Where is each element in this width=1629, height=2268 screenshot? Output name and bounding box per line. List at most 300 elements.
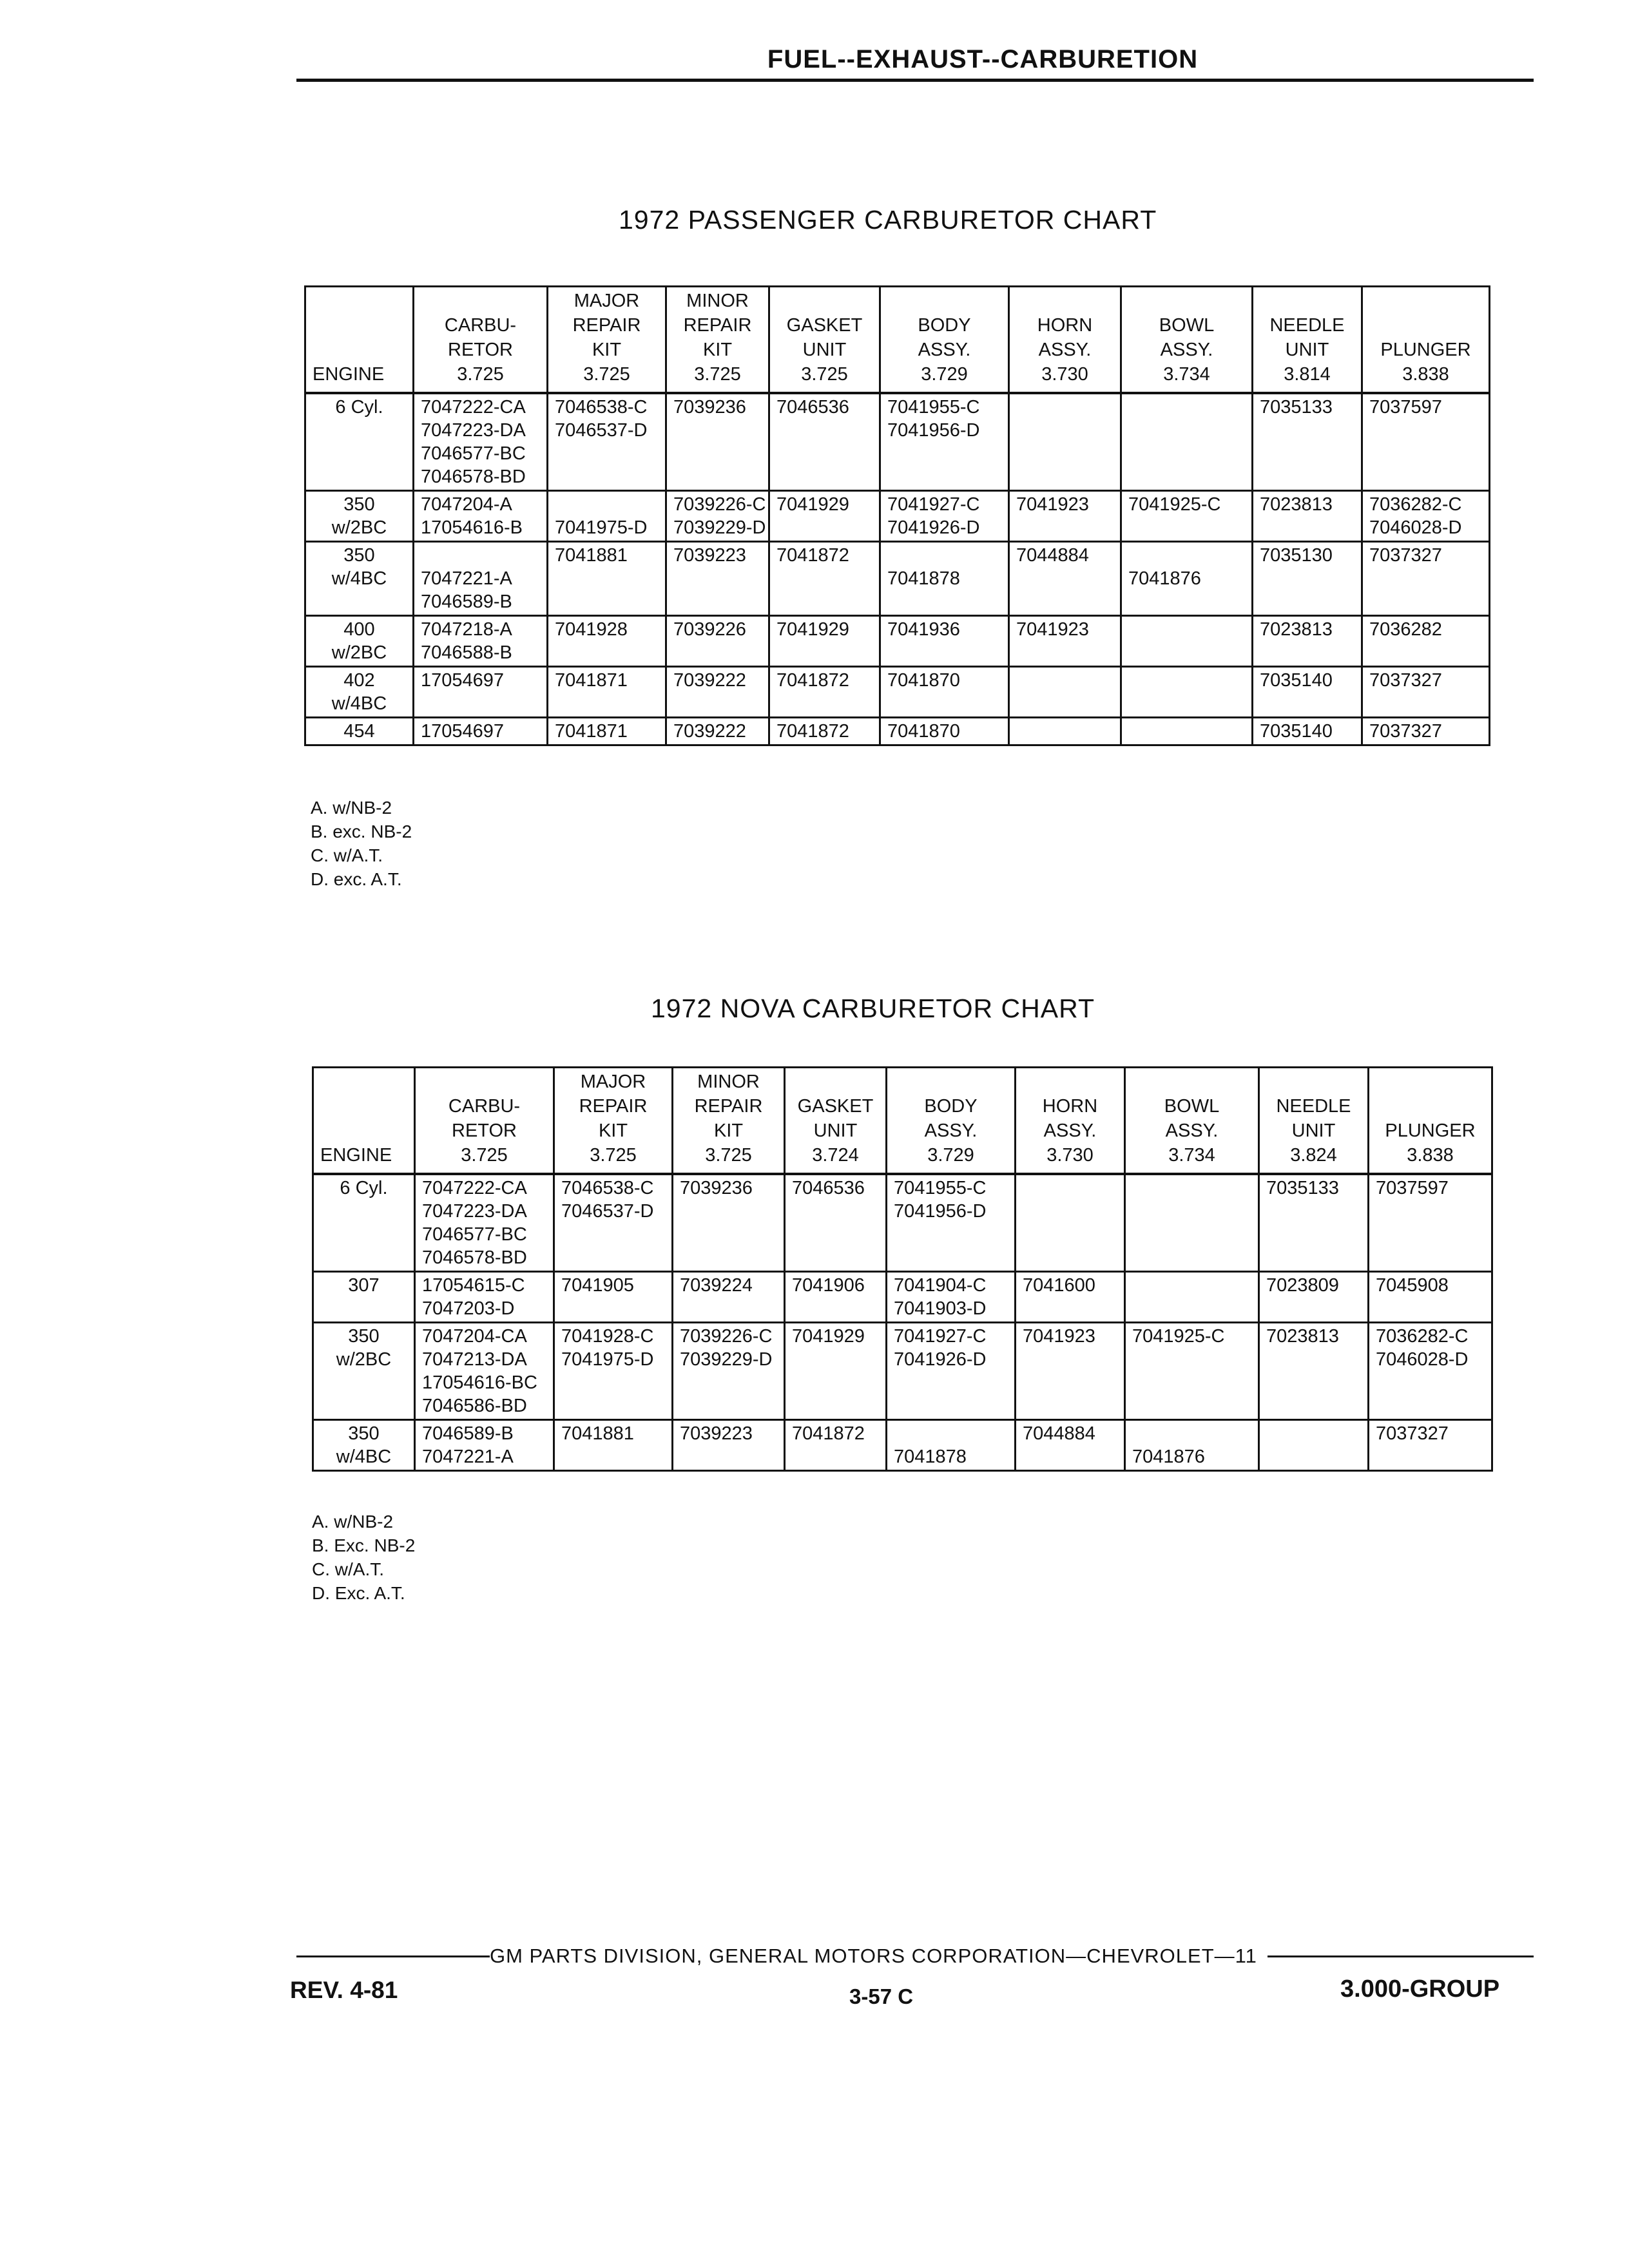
cell-text: 7036282 (1369, 619, 1442, 640)
cell-text: w/4BC (336, 1446, 392, 1467)
column-header-text: ENGINE (313, 364, 385, 385)
cell-text: 7047222-CA (421, 397, 526, 418)
column-header (887, 1068, 1016, 1175)
cell-text: 7046578-BD (421, 466, 526, 487)
column-header-text: BODY (924, 1096, 978, 1117)
part-number-cell (548, 491, 666, 542)
part-number-cell (769, 718, 880, 745)
column-header (1121, 287, 1253, 394)
cell-text: 7044884 (1016, 545, 1089, 566)
part-number-cell (415, 1272, 554, 1323)
cell-text: 7037327 (1369, 545, 1442, 566)
cell-text: 7047213-DA (422, 1349, 527, 1370)
column-header (415, 1068, 554, 1175)
cell-text: 7041955-C (887, 397, 980, 418)
part-number-cell (880, 718, 1009, 745)
part-number-cell (554, 1420, 673, 1471)
cell-text (555, 493, 659, 516)
cell-text: 6 Cyl. (335, 397, 383, 418)
table-header-row (313, 1068, 1492, 1175)
part-number-cell (785, 1272, 887, 1323)
cell-text: 7041906 (792, 1275, 865, 1296)
cell-text: 7041878 (887, 568, 960, 589)
part-number-cell (1259, 1420, 1369, 1471)
cell-text: 7046538-C (561, 1178, 654, 1198)
part-number-cell (1125, 1420, 1259, 1471)
part-number-cell (785, 1174, 887, 1272)
column-header-text: 3.730 (1046, 1145, 1094, 1166)
part-number-cell (880, 491, 1009, 542)
column-header (880, 287, 1009, 394)
part-number-cell (666, 616, 769, 667)
part-number-cell (880, 393, 1009, 491)
cell-text: 7041927-C (887, 494, 980, 515)
column-header-text: BODY (918, 315, 971, 336)
cell-text: 7041923 (1016, 494, 1089, 515)
part-number-cell (1121, 718, 1253, 745)
cell-text: 7039229-D (673, 517, 766, 538)
column-header-text: ASSY. (1043, 1120, 1097, 1141)
cell-text: 7041876 (1128, 568, 1201, 589)
part-number-cell (666, 718, 769, 745)
part-number-cell (1016, 1272, 1125, 1323)
part-number-cell (1253, 718, 1362, 745)
footnote: B. exc. NB-2 (311, 822, 412, 841)
revision-label: REV. 4-81 (290, 1977, 398, 2003)
table-row (305, 542, 1490, 616)
page-number: 3-57 C (849, 1984, 914, 2008)
cell-text: w/2BC (336, 1349, 392, 1370)
part-number-cell (887, 1323, 1016, 1420)
table-row (305, 393, 1490, 491)
footer-division-line (296, 1945, 1534, 1968)
column-header-text: ENGINE (320, 1145, 392, 1166)
part-number-cell (1253, 542, 1362, 616)
table-row (313, 1323, 1492, 1420)
column-header-text: 3.725 (583, 364, 630, 385)
column-header (769, 287, 880, 394)
column-header-text: BOWL (1164, 1096, 1220, 1117)
part-number-cell (1362, 667, 1490, 718)
cell-text: 7046588-B (421, 642, 512, 663)
part-number-cell (785, 1420, 887, 1471)
cell-text: 7037327 (1376, 1423, 1449, 1444)
cell-text: 7047222-CA (422, 1178, 527, 1198)
part-number-cell (1253, 491, 1362, 542)
part-number-cell (666, 667, 769, 718)
part-number-cell (548, 393, 666, 491)
nova-footnotes (312, 1510, 415, 1605)
cell-text: 7041928-C (561, 1326, 654, 1347)
part-number-cell (414, 667, 548, 718)
nova-chart-title: 1972 NOVA CARBURETOR CHART (651, 994, 1095, 1023)
column-header-text: UNIT (1291, 1120, 1336, 1141)
cell-text: 350 (348, 1326, 380, 1347)
column-header-text: CARBU- (444, 315, 517, 336)
cell-text: 7047218-A (421, 619, 512, 640)
cell-text: 7041881 (561, 1423, 634, 1444)
part-number-cell (673, 1272, 785, 1323)
column-header-text: PLUNGER (1385, 1120, 1476, 1141)
column-header-text: KIT (713, 1120, 744, 1141)
cell-text: w/4BC (331, 693, 387, 714)
part-number-cell (1125, 1272, 1259, 1323)
part-number-cell (880, 616, 1009, 667)
column-header-text: 3.724 (812, 1145, 859, 1166)
column-header-text: ASSY. (1165, 1120, 1219, 1141)
column-header (1362, 287, 1490, 394)
column-header-text: GASKET (786, 315, 863, 336)
part-number-cell (1016, 1323, 1125, 1420)
part-number-cell (1121, 542, 1253, 616)
cell-text: 7036282-C (1369, 494, 1462, 515)
part-number-cell (1009, 718, 1121, 745)
footnote: D. exc. A.T. (311, 869, 402, 889)
column-header (1253, 287, 1362, 394)
part-number-cell (1259, 1323, 1369, 1420)
column-header (785, 1068, 887, 1175)
part-number-cell (769, 491, 880, 542)
column-header-text: 3.838 (1407, 1145, 1454, 1166)
cell-text: 7039236 (673, 397, 746, 418)
passenger-footnotes (311, 796, 412, 891)
cell-text: 7023813 (1260, 619, 1333, 640)
cell-text: 7041956-D (887, 420, 980, 441)
part-number-cell (666, 393, 769, 491)
part-number-cell (1009, 667, 1121, 718)
passenger-chart-title: 1972 PASSENGER CARBURETOR CHART (619, 205, 1157, 235)
column-header-text: UNIT (802, 340, 847, 360)
cell-text: 7023809 (1266, 1275, 1339, 1296)
column-header (666, 287, 769, 394)
cell-text: 7046028-D (1376, 1349, 1469, 1370)
column-header-text: 3.725 (801, 364, 848, 385)
part-number-cell (887, 1420, 1016, 1471)
footnote: B. Exc. NB-2 (312, 1535, 416, 1555)
column-header-text: 3.729 (921, 364, 968, 385)
nova-carburetor-table (312, 1066, 1493, 1472)
column-header-text: REPAIR (572, 315, 641, 336)
cell-text: 7047223-DA (421, 420, 526, 441)
cell-text: w/2BC (331, 517, 387, 538)
column-header-text: BOWL (1159, 315, 1215, 336)
table-row (313, 1420, 1492, 1471)
part-number-cell (1253, 667, 1362, 718)
cell-text: 7041923 (1016, 619, 1089, 640)
part-number-cell (1253, 616, 1362, 667)
part-number-cell (1009, 491, 1121, 542)
part-number-cell (1369, 1174, 1492, 1272)
cell-text: 7039236 (680, 1178, 753, 1198)
cell-text: 7044884 (1023, 1423, 1095, 1444)
cell-text: w/2BC (331, 642, 387, 663)
cell-text: 7041928 (555, 619, 628, 640)
cell-text: 7039224 (680, 1275, 753, 1296)
column-header (313, 1068, 415, 1175)
cell-text: 350 (343, 545, 375, 566)
engine-cell (313, 1420, 415, 1471)
cell-text: 17054697 (421, 721, 505, 742)
engine-cell (305, 542, 414, 616)
cell-text: 7046577-BC (422, 1224, 527, 1245)
column-header-text: 3.725 (694, 364, 741, 385)
column-header (414, 287, 548, 394)
header-rule (296, 79, 1534, 82)
cell-text: 7041936 (887, 619, 960, 640)
cell-text: 7046537-D (561, 1201, 654, 1222)
cell-text: 7047204-A (421, 494, 512, 515)
cell-text: 7045908 (1376, 1275, 1449, 1296)
column-header (1016, 1068, 1125, 1175)
part-number-cell (769, 393, 880, 491)
cell-text: 7047221-A (421, 568, 512, 589)
part-number-cell (666, 542, 769, 616)
cell-text: 7041871 (555, 670, 628, 691)
column-header (554, 1068, 673, 1175)
part-number-cell (673, 1323, 785, 1420)
part-number-cell (554, 1272, 673, 1323)
footnote: C. w/A.T. (312, 1559, 385, 1579)
part-number-cell (1362, 718, 1490, 745)
cell-text: 7046578-BD (422, 1247, 527, 1268)
cell-text (421, 544, 540, 567)
column-header-text: RETOR (448, 340, 513, 360)
cell-text: 7039226 (673, 619, 746, 640)
part-number-cell (415, 1323, 554, 1420)
part-number-cell (769, 542, 880, 616)
cell-text: 7046536 (776, 397, 849, 418)
part-number-cell (1009, 616, 1121, 667)
cell-text: 454 (343, 721, 375, 742)
cell-text: 7035130 (1260, 545, 1333, 566)
engine-cell (313, 1323, 415, 1420)
cell-text: 7041929 (776, 494, 849, 515)
column-header (1125, 1068, 1259, 1175)
part-number-cell (1016, 1420, 1125, 1471)
cell-text: 7041876 (1132, 1446, 1205, 1467)
part-number-cell (887, 1174, 1016, 1272)
column-header-text: MINOR (697, 1072, 760, 1092)
part-number-cell (1121, 491, 1253, 542)
column-header-text: 3.725 (457, 364, 504, 385)
column-header (1009, 287, 1121, 394)
cell-text (1128, 544, 1245, 567)
cell-text: 402 (343, 670, 375, 691)
part-number-cell (1016, 1174, 1125, 1272)
column-header-text: GASKET (797, 1096, 874, 1117)
cell-text: 7047203-D (422, 1298, 515, 1319)
cell-text: 6 Cyl. (340, 1178, 388, 1198)
cell-text: 7035133 (1266, 1178, 1339, 1198)
table-row (313, 1174, 1492, 1272)
part-number-cell (1253, 393, 1362, 491)
cell-text: 7039229-D (680, 1349, 773, 1370)
part-number-cell (1259, 1272, 1369, 1323)
column-header-text: 3.730 (1041, 364, 1088, 385)
cell-text: 7035133 (1260, 397, 1333, 418)
part-number-cell (673, 1420, 785, 1471)
engine-cell (313, 1272, 415, 1323)
cell-text: 7041923 (1023, 1326, 1095, 1347)
column-header-text: HORN (1042, 1096, 1098, 1117)
part-number-cell (548, 542, 666, 616)
column-header-text: 3.725 (705, 1145, 752, 1166)
cell-text: 7039223 (673, 545, 746, 566)
cell-text: 7039222 (673, 721, 746, 742)
cell-text: 7047221-A (422, 1446, 514, 1467)
column-header-text: NEEDLE (1269, 315, 1345, 336)
column-header-text: HORN (1037, 315, 1093, 336)
part-number-cell (1362, 616, 1490, 667)
engine-cell (305, 616, 414, 667)
engine-cell (305, 718, 414, 745)
cell-text: 7041927-C (894, 1326, 987, 1347)
cell-text: 307 (348, 1275, 380, 1296)
column-header-text: ASSY. (918, 340, 971, 360)
column-header-text: MAJOR (580, 1072, 646, 1092)
cell-text: 17054615-C (422, 1275, 525, 1296)
column-header-text: REPAIR (683, 315, 752, 336)
column-header-text: ASSY. (924, 1120, 978, 1141)
table-header-row (305, 287, 1490, 394)
column-header-text: MAJOR (574, 291, 640, 311)
cell-text: 7041871 (555, 721, 628, 742)
cell-text: 7041925-C (1132, 1326, 1225, 1347)
part-number-cell (1362, 491, 1490, 542)
cell-text: 7041878 (894, 1446, 967, 1467)
cell-text (887, 544, 1001, 567)
part-number-cell (1369, 1420, 1492, 1471)
cell-text (1132, 1422, 1251, 1445)
cell-text: 17054616-BC (422, 1372, 537, 1393)
cell-text: 7047204-CA (422, 1326, 527, 1347)
cell-text: 7041872 (776, 670, 849, 691)
cell-text: 7041872 (792, 1423, 865, 1444)
engine-cell (305, 393, 414, 491)
cell-text: 7041926-D (894, 1349, 987, 1370)
column-header-text: MINOR (686, 291, 749, 311)
part-number-cell (548, 718, 666, 745)
part-number-cell (1009, 393, 1121, 491)
cell-text: 7041870 (887, 670, 960, 691)
part-number-cell (1369, 1323, 1492, 1420)
part-number-cell (414, 718, 548, 745)
part-number-cell (666, 491, 769, 542)
part-number-cell (887, 1272, 1016, 1323)
cell-text: 7039223 (680, 1423, 753, 1444)
cell-text: 7037597 (1369, 397, 1442, 418)
cell-text: 7041872 (776, 545, 849, 566)
engine-cell (313, 1174, 415, 1272)
column-header-text: KIT (598, 1120, 628, 1141)
column-header-text: 3.725 (461, 1145, 508, 1166)
part-number-cell (414, 616, 548, 667)
table-row (305, 718, 1490, 745)
part-number-cell (880, 667, 1009, 718)
footnote: A. w/NB-2 (311, 798, 392, 818)
cell-text: 7035140 (1260, 670, 1333, 691)
column-header (305, 287, 414, 394)
part-number-cell (414, 393, 548, 491)
cell-text: 7041956-D (894, 1201, 987, 1222)
column-header-text: 3.734 (1168, 1145, 1215, 1166)
cell-text: 7041881 (555, 545, 628, 566)
cell-text: 7041905 (561, 1275, 634, 1296)
column-header-text: REPAIR (694, 1096, 763, 1117)
cell-text: 17054616-B (421, 517, 523, 538)
part-number-cell (548, 616, 666, 667)
cell-text: 7041955-C (894, 1178, 987, 1198)
column-header-text: 3.729 (927, 1145, 974, 1166)
cell-text (894, 1422, 1008, 1445)
cell-text: 7041903-D (894, 1298, 987, 1319)
table-row (305, 491, 1490, 542)
part-number-cell (1125, 1323, 1259, 1420)
column-header-text: REPAIR (579, 1096, 648, 1117)
cell-text: 7039226-C (673, 494, 766, 515)
cell-text: 7041925-C (1128, 494, 1221, 515)
part-number-cell (880, 542, 1009, 616)
cell-text: 400 (343, 619, 375, 640)
column-header-text: PLUNGER (1380, 340, 1471, 360)
column-header-text: 3.824 (1290, 1145, 1337, 1166)
cell-text: 7041926-D (887, 517, 980, 538)
cell-text: 7046028-D (1369, 517, 1462, 538)
part-number-cell (1362, 393, 1490, 491)
part-number-cell (1009, 542, 1121, 616)
column-header (1369, 1068, 1492, 1175)
cell-text: 7037327 (1369, 721, 1442, 742)
cell-text: 7041929 (776, 619, 849, 640)
cell-text: 7041975-D (561, 1349, 654, 1370)
table-row (305, 616, 1490, 667)
cell-text: 17054697 (421, 670, 505, 691)
part-number-cell (415, 1420, 554, 1471)
table-row (313, 1272, 1492, 1323)
cell-text: 7046538-C (555, 397, 648, 418)
cell-text: 7046536 (792, 1178, 865, 1198)
column-header (673, 1068, 785, 1175)
part-number-cell (554, 1174, 673, 1272)
cell-text: 7041929 (792, 1326, 865, 1347)
part-number-cell (785, 1323, 887, 1420)
column-header-text: CARBU- (448, 1096, 521, 1117)
column-header-text: NEEDLE (1276, 1096, 1351, 1117)
cell-text: 350 (343, 494, 375, 515)
part-number-cell (548, 667, 666, 718)
part-number-cell (1125, 1174, 1259, 1272)
column-header (548, 287, 666, 394)
group-label: 3.000-GROUP (1340, 1975, 1500, 2003)
cell-text: 7041904-C (894, 1275, 987, 1296)
column-header-text: 3.814 (1284, 364, 1331, 385)
footer-rule-right (1268, 1956, 1534, 1957)
part-number-cell (1121, 616, 1253, 667)
engine-cell (305, 667, 414, 718)
table-row (305, 667, 1490, 718)
column-header-text: UNIT (813, 1120, 858, 1141)
section-title: FUEL--EXHAUST--CARBURETION (767, 45, 1199, 73)
cell-text: 7046577-BC (421, 443, 526, 464)
column-header-text: UNIT (1285, 340, 1329, 360)
cell-text: 7046589-B (422, 1423, 514, 1444)
part-number-cell (769, 616, 880, 667)
part-number-cell (1362, 542, 1490, 616)
part-number-cell (1121, 667, 1253, 718)
passenger-carburetor-table (304, 285, 1490, 746)
column-header-text: 3.734 (1163, 364, 1210, 385)
cell-text: 7036282-C (1376, 1326, 1469, 1347)
